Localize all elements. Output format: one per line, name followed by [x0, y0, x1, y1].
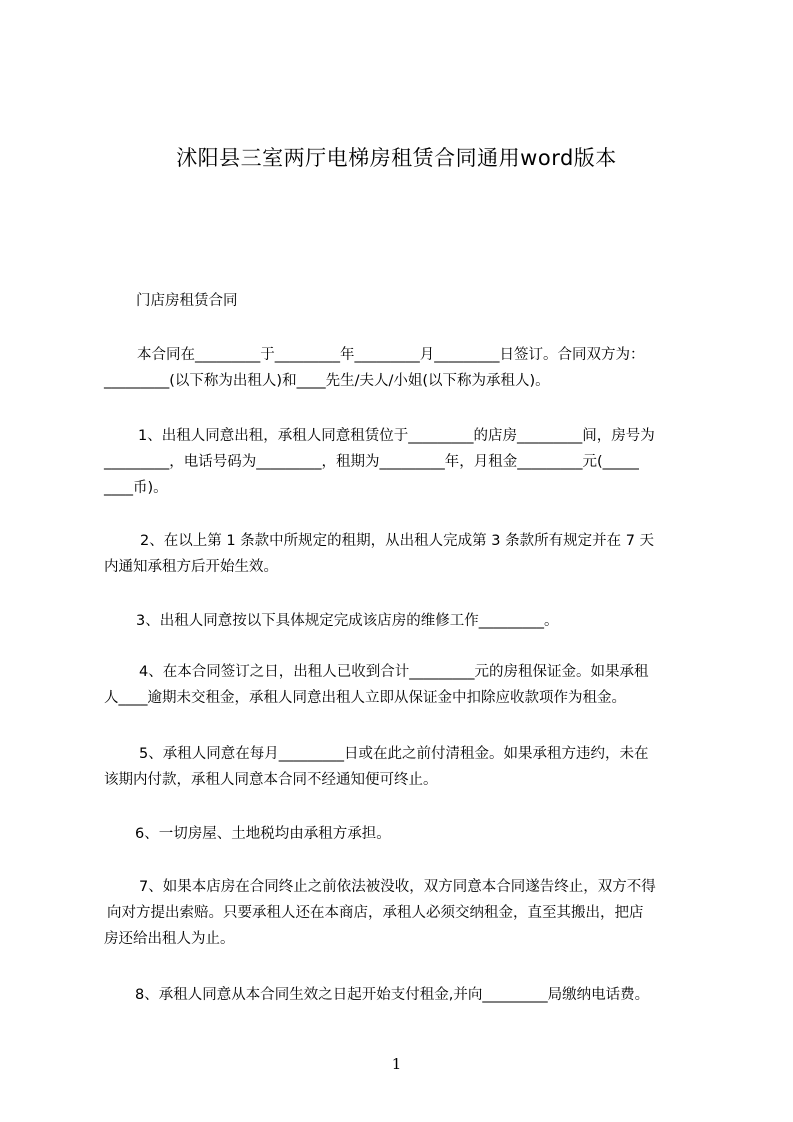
paragraph-line: 2、在以上第 1 条款中所规定的租期，从出租人完成第 3 条款所有规定并在 7 天	[140, 533, 655, 549]
paragraph-intro	[104, 342, 704, 394]
paragraph-line: 6、一切房屋、土地税均由承租方承担。	[135, 826, 391, 842]
paragraph-line: 5、承租人同意在每月_________日或在此之前付清租金。如果承租方违约，未在	[139, 746, 649, 762]
paragraph-line: _________(以下称为出租人)和____先生/夫人/小姐(以下称为承租人)。	[104, 373, 550, 389]
document-title: 沭阳县三室两厅电梯房租赁合同通用word版本	[176, 146, 617, 170]
paragraph-line: 人____逾期未交租金，承租人同意出租人立即从保证金中扣除应收款项作为租金。	[104, 690, 626, 706]
subtitle-text: 门店房租赁合同	[136, 293, 238, 309]
page-number: 1	[391, 1055, 402, 1073]
clause-4	[104, 659, 704, 711]
paragraph-line: 7、如果本店房在合同终止之前依法被没收，双方同意本合同遂告终止，双方不得	[139, 879, 656, 895]
clause-1	[104, 423, 704, 501]
clause-3	[104, 608, 704, 634]
paragraph-line: ____币)。	[104, 480, 168, 496]
paragraph-line: 向对方提出索赔。只要承租人还在本商店，承租人必须交纳租金，直至其搬出，把店	[107, 905, 644, 921]
paragraph-line: 3、出租人同意按以下具体规定完成该店房的维修工作_________。	[136, 613, 559, 629]
clause-6	[104, 821, 704, 847]
paragraph-line: 房还给出租人为止。	[104, 931, 235, 947]
clause-7	[104, 874, 704, 952]
paragraph-line: _________，电话号码为_________，租期为_________年，月租金_________元(_____	[104, 454, 639, 470]
paragraph-line: 1、出租人同意出租，承租人同意租赁位于_________的店房_________间，房号为	[138, 428, 655, 444]
paragraph-line: 该期内付款，承租人同意本合同不经通知便可终止。	[104, 772, 438, 788]
paragraph-line: 本合同在_________于_________年_________月_________日签订。合同双方为：	[137, 347, 645, 363]
clause-2	[104, 528, 704, 580]
paragraph-line: 4、在本合同签订之日，出租人已收到合计_________元的房租保证金。如果承租	[139, 664, 649, 680]
paragraph-line: 内通知承租方后开始生效。	[104, 559, 278, 575]
paragraph-line: 8、承租人同意从本合同生效之日起开始支付租金,并向_________局缴纳电话费。	[135, 987, 650, 1003]
clause-5	[104, 741, 704, 793]
subtitle	[104, 288, 704, 314]
clause-8	[104, 982, 704, 1008]
